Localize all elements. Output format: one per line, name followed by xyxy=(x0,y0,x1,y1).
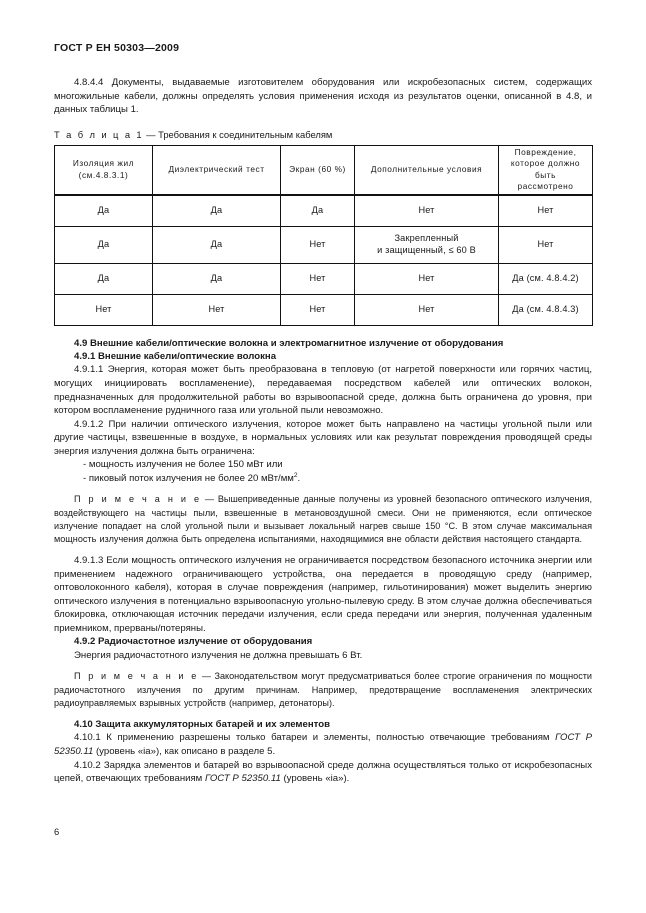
paragraph-4-9-1-1: 4.9.1.1 Энергия, которая может быть преобразована в тепловую (от нагретой поверхности или горячих частиц, могущих инициировать воспламенение), передаваемая посредством кабелей или оптических волокон, предназначенных для продолжительной работы во взрывоопасной среде, должна быть ограничена до уровня, при котором воспламенение рудничного газа или угольной пыли невозможно. xyxy=(54,364,592,417)
bullet-peak-flux-suffix: . xyxy=(297,472,301,484)
table-header-row xyxy=(55,145,593,195)
cell-dielectric-test: Нет xyxy=(153,294,281,325)
paragraph-4-10-1 xyxy=(54,731,592,758)
note-radio-frequency xyxy=(54,670,592,710)
cell-screen: Да xyxy=(281,195,355,227)
cell-damage: Да (см. 4.8.4.2) xyxy=(499,263,593,294)
table-row xyxy=(55,195,593,227)
note-label: П р и м е ч а н и е xyxy=(74,494,202,505)
cell-damage: Да (см. 4.8.4.3) xyxy=(499,294,593,325)
cell-additional-conditions xyxy=(355,263,499,294)
cell-additional-conditions-line1: Нет xyxy=(418,272,435,283)
cell-additional-conditions xyxy=(355,294,499,325)
table-row xyxy=(55,263,593,294)
cell-screen: Нет xyxy=(281,226,355,263)
running-header: ГОСТ Р ЕН 50303—2009 xyxy=(54,42,180,54)
page-number: 6 xyxy=(54,826,60,837)
page-content xyxy=(54,76,592,786)
cell-additional-conditions-line1: Нет xyxy=(418,303,435,314)
cell-dielectric-test: Да xyxy=(153,263,281,294)
cell-dielectric-test: Да xyxy=(153,195,281,227)
column-header-dielectric-test: Диэлектрический тест xyxy=(153,145,281,195)
column-header-damage-line1: Повреждение, xyxy=(514,146,577,157)
cell-damage: Нет xyxy=(499,226,593,263)
column-header-insulation-line2: (см.4.8.3.1) xyxy=(78,169,129,180)
cell-insulation: Да xyxy=(55,226,153,263)
paragraph-4-10-2-part2: (уровень «ia»). xyxy=(280,773,350,785)
cell-insulation: Да xyxy=(55,263,153,294)
cell-additional-conditions-line1: Закрепленный xyxy=(394,233,459,244)
table-caption-label: Т а б л и ц а 1 xyxy=(54,128,144,140)
cell-additional-conditions xyxy=(355,226,499,263)
paragraph-4-10-1-part1: 4.10.1 К применению разрешены только батареи и элементы, полностью отвечающие требованиям xyxy=(74,732,556,744)
note-radio-frequency-text: — Законодательством могут предусматриваться более строгие ограничения по мощности радиочастотного излучения по другим причинам. Например, предотвращение воспламенения электрических радиоуправляемых взрывных устройств (например, детонаторы). xyxy=(54,671,592,708)
cell-insulation: Нет xyxy=(55,294,153,325)
column-header-damage-line2: которое должно быть xyxy=(510,158,581,180)
table-row xyxy=(55,294,593,325)
table-caption xyxy=(54,128,592,141)
heading-4-9-1: 4.9.1 Внешние кабели/оптические волокна xyxy=(74,351,277,363)
cell-additional-conditions-line2: и защищенный, ≤ 60 В xyxy=(377,244,476,255)
paragraph-4-9-2: Энергия радиочастотного излучения не должна превышать 6 Вт. xyxy=(74,649,363,661)
paragraph-4-10-2-part1: 4.10.2 Зарядка элементов и батарей во взрывоопасной среде должна осуществляться только от искробезопасных цепей, отвечающих требованиям xyxy=(54,759,592,785)
column-header-damage-line3: рассмотрено xyxy=(517,181,574,192)
cell-insulation: Да xyxy=(55,195,153,227)
cell-screen: Нет xyxy=(281,294,355,325)
table-row xyxy=(55,226,593,263)
bullet-peak-flux xyxy=(54,472,592,486)
note-optical-radiation-text: — Вышеприведенные данные получены из уровней безопасного оптического излучения, воздействующего на частицы пыли, взвешенные в метановоздушной смеси. Они не применяются, если оптическое излучение попадает на слой угольной пыли и вызывает локальный нагрев свыше 150 °С. В этом случае максимальная мощность излучения должна быть определена испытаниями, находящимися вне области действия настоящего стандарта. xyxy=(54,494,592,544)
cell-dielectric-test: Да xyxy=(153,226,281,263)
column-header-insulation-line1: Изоляция жил xyxy=(72,158,135,169)
standard-reference-52350-11: ГОСТ Р 52350.11 xyxy=(54,732,592,757)
cell-screen: Нет xyxy=(281,263,355,294)
paragraph-4-9-1-3: 4.9.1.3 Если мощность оптического излучения не ограничивается посредством безопасного источника энергии или применением надежного ограничивающего устройства, она передается в проводящую среду (например, оптоволоконного кабеля), которая в случае повреждения (например, гильотинирования) может выделить энергию оптического излучения в потенциально взрывоопасную угольно-пылевую среду. В этом случае должна обеспечиваться блокировка, отключающая источник передачи излучения, если среда передачи или энергия, полученная удаленным приемником, прерваны/потеряны. xyxy=(54,555,592,634)
bullet-peak-flux-text: - пиковый поток излучения не более 20 мВт/мм xyxy=(83,472,294,484)
heading-4-9-2: 4.9.2 Радиочастотное излучение от оборудования xyxy=(74,636,313,648)
standard-reference-52350-11: ГОСТ Р 52350.11 xyxy=(204,773,281,785)
cell-additional-conditions-line1: Нет xyxy=(418,204,435,215)
heading-4-10: 4.10 Защита аккумуляторных батарей и их элементов xyxy=(74,719,330,731)
note-optical-radiation xyxy=(54,493,592,546)
paragraph-4-8-4-4: 4.8.4.4 Документы, выдаваемые изготовителем оборудования или искробезопасных систем, содержащих многожильные кабели, должны определять условия применения исходя из результатов оценки, описанной в 4.8, и данных таблицы 1. xyxy=(54,77,592,116)
bullet-peak-flux-superscript: 2 xyxy=(293,471,298,479)
table-caption-text: — Требования к соединительным кабелям xyxy=(143,128,333,140)
column-header-insulation xyxy=(55,145,153,195)
requirements-table xyxy=(54,145,593,326)
column-header-additional-conditions: Дополнительные условия xyxy=(355,145,499,195)
paragraph-4-10-2 xyxy=(54,759,592,786)
cell-damage: Нет xyxy=(499,195,593,227)
heading-4-9: 4.9 Внешние кабели/оптические волокна и электромагнитное излучение от оборудования xyxy=(74,337,504,349)
cell-additional-conditions xyxy=(355,195,499,227)
bullet-radiant-power: - мощность излучения не более 150 мВт или xyxy=(83,459,283,471)
paragraph-4-9-1-2: 4.9.1.2 При наличии оптического излучения, которое может быть направлено на частицы угольной пыли или другие частицы, взвешенные в воздухе, в нормальных условиях или как результат повреждения проводящей среды энергия излучения должна быть ограничена: xyxy=(54,418,592,457)
note-label: П р и м е ч а н и е xyxy=(74,671,199,682)
paragraph-4-10-1-part2: (уровень «ia»), как описано в разделе 5. xyxy=(93,745,276,757)
column-header-screen: Экран (60 %) xyxy=(281,145,355,195)
column-header-damage xyxy=(499,145,593,195)
